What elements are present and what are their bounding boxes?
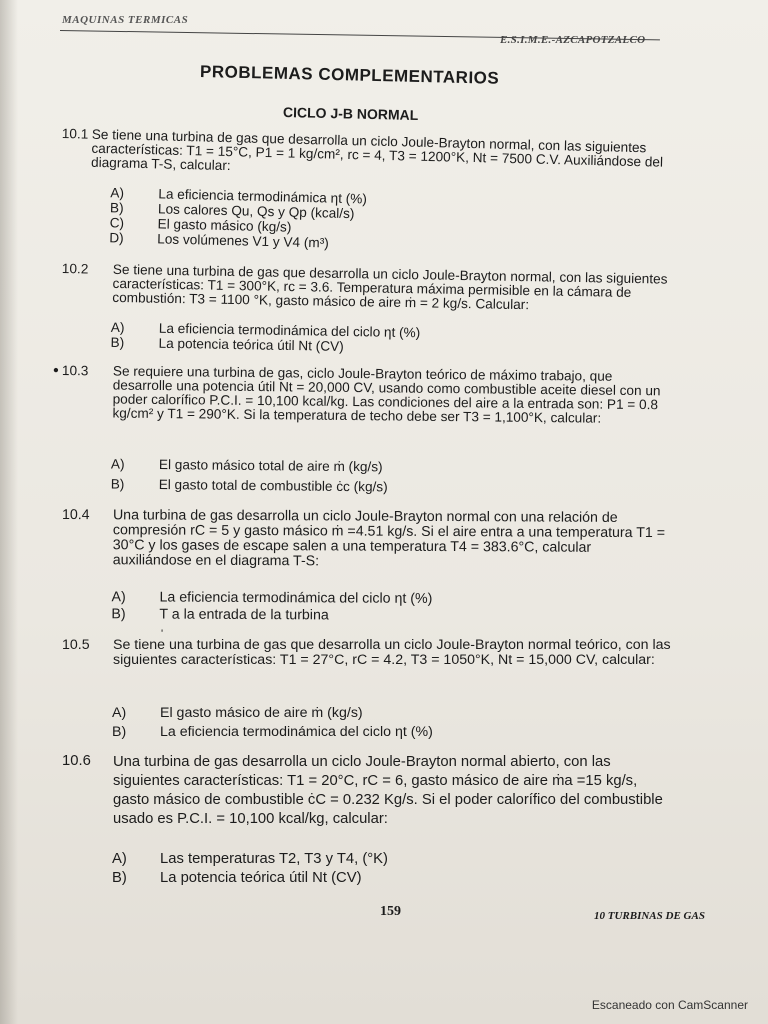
option-text: Los calores Qu, Qs y Qp (kcal/s) (157, 201, 355, 222)
option-text: T a la entrada de la turbina (159, 606, 329, 624)
option-letter: D) (109, 230, 124, 246)
option-letter: A) (110, 319, 125, 336)
problem-statement: Se tiene una turbina de gas que desarrolla un ciclo Joule-Brayton normal teórico, con las siguientes características: T1 = 27°C, rC = 4.2, T3 = 1050°K, Nt = 15,000 CV, calcular: (113, 637, 671, 668)
section-subtitle: CICLO J-B NORMAL (282, 104, 419, 124)
problem-statement: Una turbina de gas desarrolla un ciclo Joule-Brayton normal abierto, con las siguientes características: T1 = 20°C, rC = 6, gasto másico de aire ṁa =15 kg/s, gasto másico de combustible ċC = 0.232 Kg/s. Si el poder calorífico del combustible usado es P.C.I. = 10,100 kcal/kg, calcular: (113, 754, 663, 827)
option-text: La potencia teórica útil Nt (CV) (160, 870, 362, 886)
option-text: La eficiencia termodinámica del ciclo ηt (%) (158, 320, 421, 341)
problem-number: 10.1 (61, 126, 89, 142)
option-letter: B) (112, 870, 127, 886)
option-letter: B) (110, 334, 125, 351)
problem-number: 10.4 (61, 507, 90, 524)
bullet-marker: ● (52, 364, 60, 376)
page-title: PROBLEMAS COMPLEMENTARIOS (199, 62, 500, 88)
problem-statement: Se tiene una turbina de gas que desarrolla un ciclo Joule-Brayton normal, con las siguientes características: T1 = 15°C, P1 = 1 kg/cm², rc = 4, T3 = 1200°K, Nt = 7500 C.V. Auxiliándose del diagrama T-S, calcular: (90, 126, 664, 174)
option-letter: B) (111, 606, 126, 623)
problem-statement: Se tiene una turbina de gas que desarrolla un ciclo Joule-Brayton normal, con las siguientes características: T1 = 300°K, rc = 3.6. Temperatura máxima permisible en la cámara de combustión: T3 = 1100 °K, gasto másico de aire ṁ = 2 kg/s. Calcular: (112, 261, 668, 313)
problem-options (109, 185, 368, 251)
option-letter: B) (109, 200, 124, 216)
option-text: La eficiencia termodinámica del ciclo ηt (%) (159, 589, 433, 607)
option-letter: A) (111, 589, 126, 606)
option-text: La eficiencia termodinámica ηt (%) (158, 186, 368, 207)
option-letter: B) (112, 724, 127, 740)
header-school: E.S.I.M.E.-AZCAPOTZALCO (500, 34, 646, 46)
option-letter: C) (109, 215, 125, 231)
option-text: El gasto másico (kg/s) (157, 216, 292, 235)
option-text: Los volúmenes V1 y V4 (m³) (157, 231, 329, 251)
option-text: El gasto másico total de aire ṁ (kg/s) (158, 457, 383, 475)
option-text: El gasto total de combustible ċc (kg/s) (158, 477, 388, 495)
problem-number: 10.2 (61, 261, 89, 277)
option-text: El gasto másico de aire ṁ (kg/s) (160, 705, 363, 721)
problem-number: 10.3 (61, 363, 89, 379)
problem-number: 10.6 (62, 753, 91, 769)
stray-mark: ' (161, 628, 164, 640)
problem-statement: Se requiere una turbina de gas, ciclo Joule-Brayton teórico de máximo trabajo, que desarrolle una potencia útil Nt = 20,000 CV, usando como combustible aceite diesel con un poder calorífico P.C.I. = 10,100 kcal/kg. Las condiciones del aire a la entrada son: P1 = 0.8 kg/cm² y T1 = 290°K. Si la temperatura de techo debe ser T3 = 1,100°K, calcular: (112, 363, 661, 426)
option-text: La eficiencia termodinámica del ciclo ηt (%) (160, 724, 433, 740)
option-text: Las temperaturas T2, T3 y T4, (°K) (160, 851, 388, 867)
option-letter: A) (110, 456, 125, 472)
option-letter: A) (110, 185, 125, 201)
scanner-watermark: Escaneado con CamScanner (591, 998, 748, 1012)
option-letter: A) (112, 705, 127, 721)
option-letter: B) (110, 476, 125, 492)
problem-number: 10.5 (62, 637, 90, 653)
chapter-footer: 10 TURBINAS DE GAS (594, 910, 705, 922)
header-course: MAQUINAS TERMICAS (62, 14, 189, 26)
problem-options (110, 319, 421, 354)
page-number: 159 (380, 904, 401, 919)
problem-statement: Una turbina de gas desarrolla un ciclo Joule-Brayton normal con una relación de compresión rC = 5 y gasto másico ṁ =4.51 kg/s. Si el aire entra a una temperatura T1 = 30°C y los gases de escape salen a una temperatura T4 = 383.6°C, calcular auxiliándose en el diagrama T-S: (112, 507, 666, 570)
option-letter: A) (112, 851, 127, 867)
option-text: La potencia teórica útil Nt (CV) (158, 335, 344, 354)
